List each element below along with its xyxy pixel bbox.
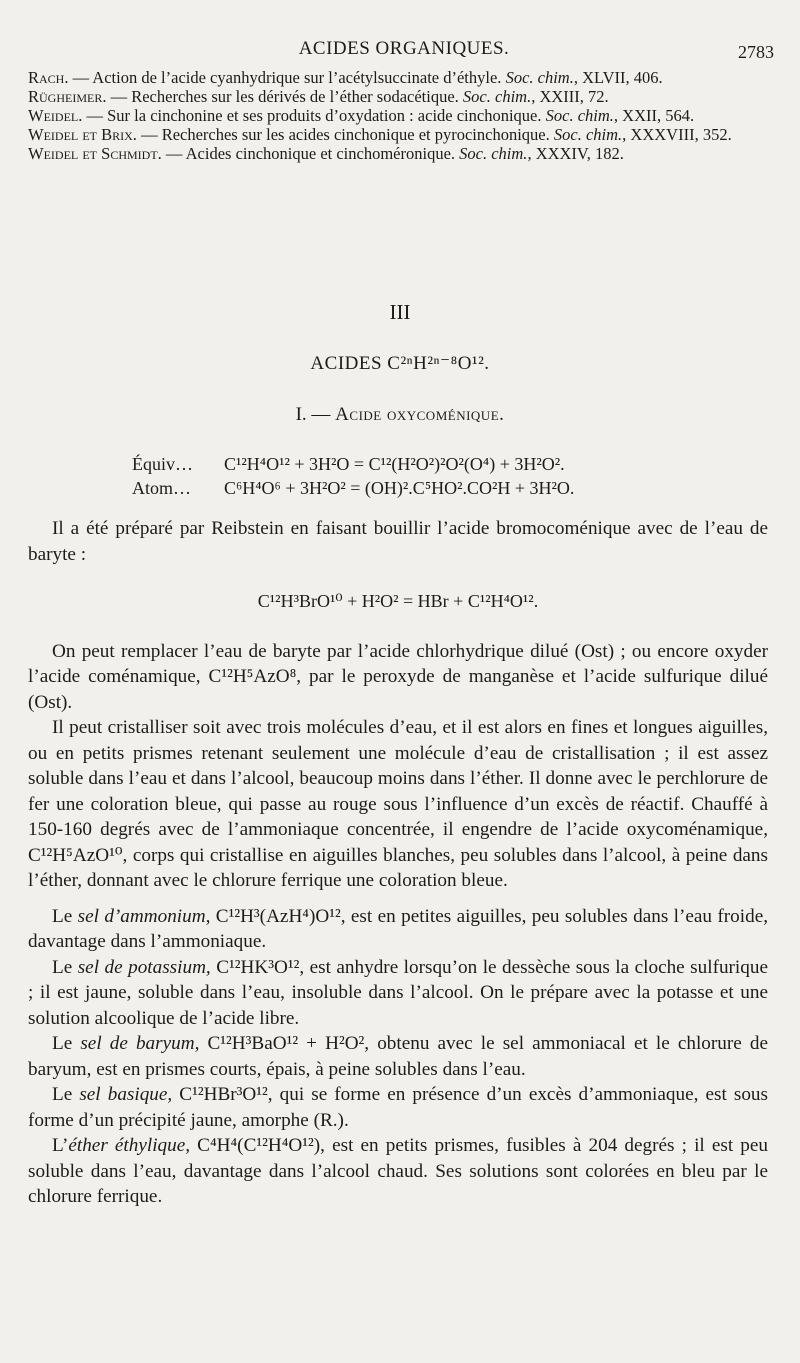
page-number: 2783 <box>738 42 774 62</box>
reference-list <box>28 68 770 163</box>
reference-title: — Sur la cinchonine et ses produits d’oxydation : acide cinchonique. <box>82 106 546 125</box>
reference-author: Rügheimer. <box>28 87 107 106</box>
reference-journal: Soc. chim. <box>545 106 614 125</box>
term-italic: sel d’ammonium, <box>77 905 211 927</box>
body-text <box>28 516 768 1210</box>
paragraph-ammonium-salt <box>28 904 768 955</box>
term-italic: sel de baryum, <box>80 1033 200 1054</box>
subsection-number: I. — <box>295 404 336 425</box>
reference-entry <box>28 125 770 144</box>
formula-label: Atom… <box>132 478 192 498</box>
reference-volume: , XXXVIII, 352. <box>622 125 732 144</box>
reference-journal: Soc. chim. <box>505 68 574 87</box>
term-italic: sel basique, <box>79 1084 173 1105</box>
reference-volume: , XXII, 564. <box>613 106 695 125</box>
reference-journal: Soc. chim. <box>462 87 532 106</box>
reference-entry <box>28 87 770 106</box>
term-italic: éther éthylique, <box>68 1135 191 1156</box>
reference-title: — Recherches sur les dérivés de l’éther sodacétique. <box>106 87 463 106</box>
formula-text: C⁶H⁴O⁶ + 3H²O² = (OH)².C⁵HO².CO²H + 3H²O. <box>224 478 575 498</box>
reference-volume: , XXIII, 72. <box>531 87 609 106</box>
reference-volume: , XLVII, 406. <box>573 68 663 87</box>
paragraph-barium-salt <box>28 1031 768 1082</box>
reference-author: Rach. <box>28 68 69 87</box>
paragraph-properties: Il peut cristalliser soit avec trois molécules d’eau, et il est alors en fines et longues aiguilles, ou en petits prismes retenant seulement une molécule d’eau de cristallisation ; il est assez soluble dans l’eau et dans l’alcool, beaucoup moins dans l’éther. Il donne avec le perchlorure de fer une coloration bleue, qui passe au rouge sous l’influence d’un excès de réactif. Chauffé à 150-160 degrés avec de l’ammoniaque concentrée, il engendre de l’acide oxycoménamique, C¹²H⁵AzO¹⁰, corps qui cristallise en aiguilles blanches, peu solubles dans l’alcool, à peine dans l’éther, donnant avec le chlorure ferrique une coloration bleue. <box>28 717 768 891</box>
paragraph-rest: C¹²H³(AzH⁴)O¹², est en petites aiguilles, peu solubles dans l’eau froide, davantage dans l’ammoniaque. <box>28 905 769 952</box>
formula-label: Équiv… <box>132 454 193 474</box>
paragraph-rest: C⁴H⁴(C¹²H⁴O¹²), est en petits prismes, fusibles à 204 degrés ; il est peu soluble dans l’eau, davantage dans l’alcool chaud. Ses solutions sont colorées en bleu par le chlorure ferrique. <box>28 1135 769 1207</box>
paragraph-lead: L’ <box>52 1135 69 1156</box>
paragraph-rest: C¹²HK³O¹², est anhydre lorsqu’on le dessèche sous la cloche sulfurique ; il est jaune, soluble dans l’eau, insoluble dans l’alcool. On le prépare avec la potasse et une solution alcoolique de l’acide libre. <box>28 956 768 1029</box>
reference-title: — Action de l’acide cyanhydrique sur l’acétylsuccinate d’éthyle. <box>68 68 506 87</box>
paragraph-ethyl-ether <box>28 1133 768 1210</box>
section-number: III <box>389 300 411 324</box>
reference-volume: , XXXIV, 182. <box>527 144 624 163</box>
running-title: ACIDES ORGANIQUES. <box>298 38 510 59</box>
reference-entry <box>28 68 770 87</box>
subsection-heading <box>0 404 800 426</box>
reference-journal: Soc. chim. <box>553 125 623 144</box>
paragraph-alternative: On peut remplacer l’eau de baryte par l’acide chlorhydrique dilué (Ost) ; ou encore oxyder l’acide coménamique, C¹²H⁵AzO⁸, par le peroxyde de manganèse et l’acide sulfurique dilué (Ost). <box>28 640 768 713</box>
reference-title: — Acides cinchonique et cinchoméronique. <box>161 144 460 163</box>
paragraph-potassium-salt <box>28 955 768 1032</box>
paragraph-preparation: Il a été préparé par Reibstein en faisant bouillir l’acide bromocoménique avec de l’eau de baryte : <box>28 518 768 565</box>
reference-title: — Recherches sur les acides cinchonique et pyrocinchonique. <box>136 125 554 144</box>
reference-author: Weidel. <box>28 106 83 125</box>
reaction-equation: C¹²H³BrO¹⁰ + H²O² = HBr + C¹²H⁴O¹². <box>257 591 539 611</box>
subsection-title: Acide oxycoménique. <box>335 404 505 425</box>
formula-block <box>132 452 574 500</box>
paragraph-rest: C¹²HBr³O¹², qui se forme en présence d’un excès d’ammoniaque, est sous forme d’un précipité jaune, amorphe (R.). <box>28 1084 768 1131</box>
formula-row <box>132 476 574 500</box>
reference-author: Weidel et Brix. <box>28 125 137 144</box>
paragraph-lead: Le <box>52 1084 80 1105</box>
paragraph-rest: C¹²H³BaO¹² + H²O², obtenu avec le sel ammoniacal et le chlorure de baryum, est en prismes courts, épais, à peine solubles dans l’eau. <box>28 1033 768 1080</box>
formula-text: C¹²H⁴O¹² + 3H²O = C¹²(H²O²)²O²(O⁴) + 3H²O². <box>224 454 565 474</box>
paragraph-basic-salt <box>28 1082 768 1133</box>
reference-entry <box>28 144 770 163</box>
page-header <box>28 38 780 68</box>
formula-row <box>132 452 574 476</box>
section-title: ACIDES C²ⁿH²ⁿ⁻⁸O¹². <box>310 353 490 374</box>
reference-author: Weidel et Schmidt. <box>28 144 162 163</box>
paragraph-lead: Le <box>52 1033 81 1054</box>
paragraph-lead: Le <box>52 905 78 927</box>
reference-entry <box>28 106 770 125</box>
paragraph-lead: Le <box>52 956 78 978</box>
reference-journal: Soc. chim. <box>459 144 528 163</box>
term-italic: sel de potassium, <box>77 956 211 978</box>
